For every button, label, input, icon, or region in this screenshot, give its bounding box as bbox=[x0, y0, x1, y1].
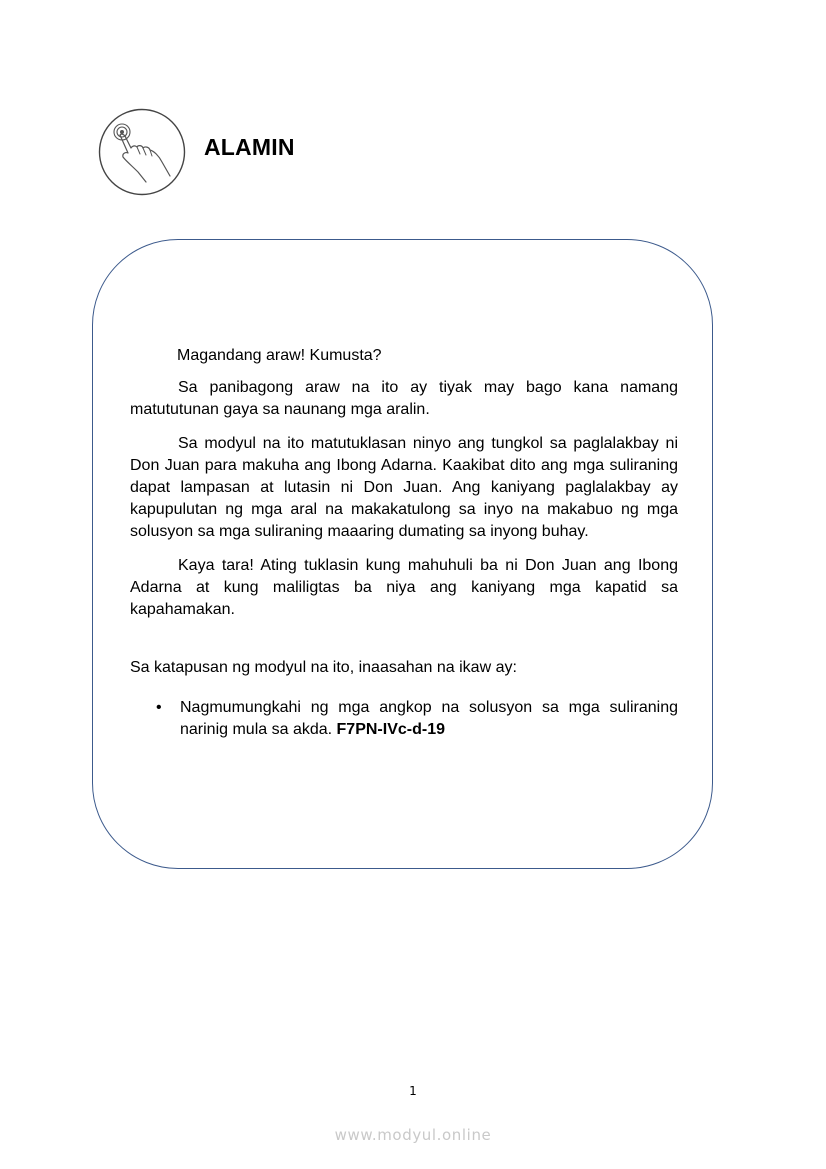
objective-intro: Sa katapusan ng modyul na ito, inaasahan na ikaw ay: bbox=[130, 659, 517, 676]
module-description-paragraph: Sa modyul na ito matutuklasan ninyo ang tungkol sa paglalakbay ni Don Juan para makuha ang Ibong Adarna. Kaakibat dito ang mga suliraning dapat lampasan at lutasin ni Don Juan. Ang kaniyang paglalakbay ay kapupulutan ng mga aral na makakatulong sa inyo na makabuo ng mga solusyon sa mga suliraning maaaring dumating sa inyong buhay. bbox=[130, 435, 678, 540]
competency-code: F7PN-IVc-d-19 bbox=[336, 721, 445, 738]
bullet-icon: • bbox=[156, 699, 162, 716]
objective-item bbox=[130, 697, 678, 741]
objective-list bbox=[130, 697, 678, 741]
greeting-text: Magandang araw! Kumusta? bbox=[177, 347, 382, 364]
invitation-paragraph: Kaya tara! Ating tuklasin kung mahuhuli ba ni Don Juan ang Ibong Adarna at kung maliligtas ba niya ang kaniyang mga kapatid sa kapahamakan. bbox=[130, 557, 678, 618]
content-text bbox=[130, 345, 678, 741]
pointing-hand-icon bbox=[98, 108, 186, 196]
intro-paragraph: Sa panibagong araw na ito ay tiyak may bago kana namang matututunan gaya sa naunang mga aralin. bbox=[130, 379, 678, 418]
watermark: www.modyul.online bbox=[334, 1126, 492, 1144]
section-title: ALAMIN bbox=[204, 134, 295, 160]
page-number: 1 bbox=[409, 1084, 417, 1098]
objective-text: Nagmumungkahi ng mga angkop na solusyon sa mga suliraning narinig mula sa akda. bbox=[180, 699, 678, 738]
